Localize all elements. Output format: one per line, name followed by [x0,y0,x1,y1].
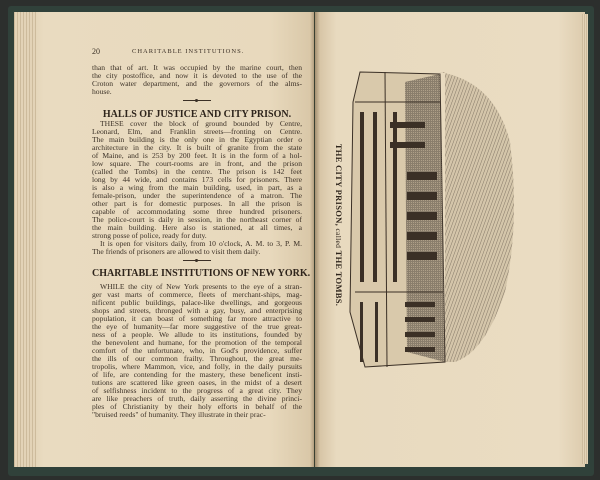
text-line: the eye of humanity—far more suggestive of the true great- [92,323,302,331]
text-line: Croton water department, and the governors of the alms- [92,80,302,88]
text-line: architecture in the city. It is built of granite from the state [92,144,302,152]
text-line: capable of accommodating some three hundred prisoners. [92,208,302,216]
text-line: of Maine, and is 253 by 200 feet. It is in the form of a hol- [92,152,302,160]
text-line: strong posse of police, ready for duty. [92,232,207,240]
text-line: long by 44 wide, and contains 173 cells for prisoners. There [92,176,302,184]
text-line: It is open for visitors daily, from 10 o'clock, A. M. to 3, P. M. [100,240,302,248]
text-line: population, it can boast of something far more attractive to [92,315,302,323]
running-head: CHARITABLE INSTITUTIONS. [132,48,245,55]
text-line: The main building is the only one in the Egyptian order o [92,136,302,144]
text-line: low square. The court-rooms are in front, and the prison [92,160,302,168]
text-line: of life, are contending for the mastery, these beneficent insti- [92,371,302,379]
book-gutter [310,12,320,467]
text-line: The police-court is daily in session, in the northeast corner of [92,216,302,224]
text-line: nificent public buildings, palace-like dwellings, and gorgeous [92,299,302,307]
text-line: tropolis, where Mammon, vice, and folly, in the daily pursuits [92,363,302,371]
text-line: WHILE the city of New York presents to the eye of a stran- [100,283,302,291]
text-line: ples of Christianity by their holy efforts in behalf of the [92,403,302,411]
text-line: of selfishness incident to the progress of a great city. They [92,387,302,395]
caption-title: THE CITY PRISON, [334,143,344,226]
section-heading-halls-of-justice: HALLS OF JUSTICE AND CITY PRISON. [102,109,292,120]
caption-called: called [334,228,343,249]
intro-paragraph [92,64,302,96]
text-line: are like preachers of truth, daily asserting the divine princi- [92,395,302,403]
text-line: shops and streets, thronged with a gay, busy, and enterprising [92,307,302,315]
text-line: THESE cover the block of ground bounded by Centre, [100,120,302,128]
halls-of-justice-text [92,120,302,256]
text-line: the ills of our common frailty. Throughout, the great me- [92,355,302,363]
text-line: "bruised reeds" of humanity. They illustrate in their prac- [92,411,266,419]
text-line: house. [92,88,112,96]
text-line: tutions are scattered like green oases, in the midst of a desert [92,379,302,387]
text-line: ness of a people. We allude to its institutions, founded by [92,331,302,339]
text-line: female-prison, under the superintendence of a matron. The [92,192,302,200]
page-edges-right [582,14,588,464]
ornament-divider [183,260,211,261]
city-prison-engraving [345,62,520,382]
text-line: the main building. Here also is stationed, at all times, a [92,224,302,232]
text-line: (called the Tombs) in the centre. The prison is 142 feet [92,168,302,176]
page-number: 20 [92,47,100,56]
page-edges [14,12,36,467]
ornament-divider [183,100,211,101]
text-line: than that of art. It was occupied by the marine court, then [92,64,302,72]
text-line: Leonard, Elm, and Franklin streets—fronting on Centre. [92,128,302,136]
text-line: the benevolent and humane, for the promotion of the temporal [92,339,302,347]
text-line: other part is for domestic purposes. In all the prison is [92,200,302,208]
caption-name: THE TOMBS. [334,250,344,307]
text-line: ger vast marts of commerce, fleets of merchant-ships, mag- [92,291,302,299]
section-heading-charitable-institutions: CHARITABLE INSTITUTIONS OF NEW YORK. [92,268,311,279]
charitable-institutions-text [92,283,302,419]
text-line: is also a wing from the main building, used, in part, as a [92,184,302,192]
text-line: the city postoffice, and now it is devoted to the use of the [92,72,302,80]
text-line: comfort of the unfortunate, who, in God's providence, suffer [92,347,302,355]
text-line: The friends of prisoners are allowed to visit them daily. [92,248,261,256]
illustration-caption [333,135,345,315]
